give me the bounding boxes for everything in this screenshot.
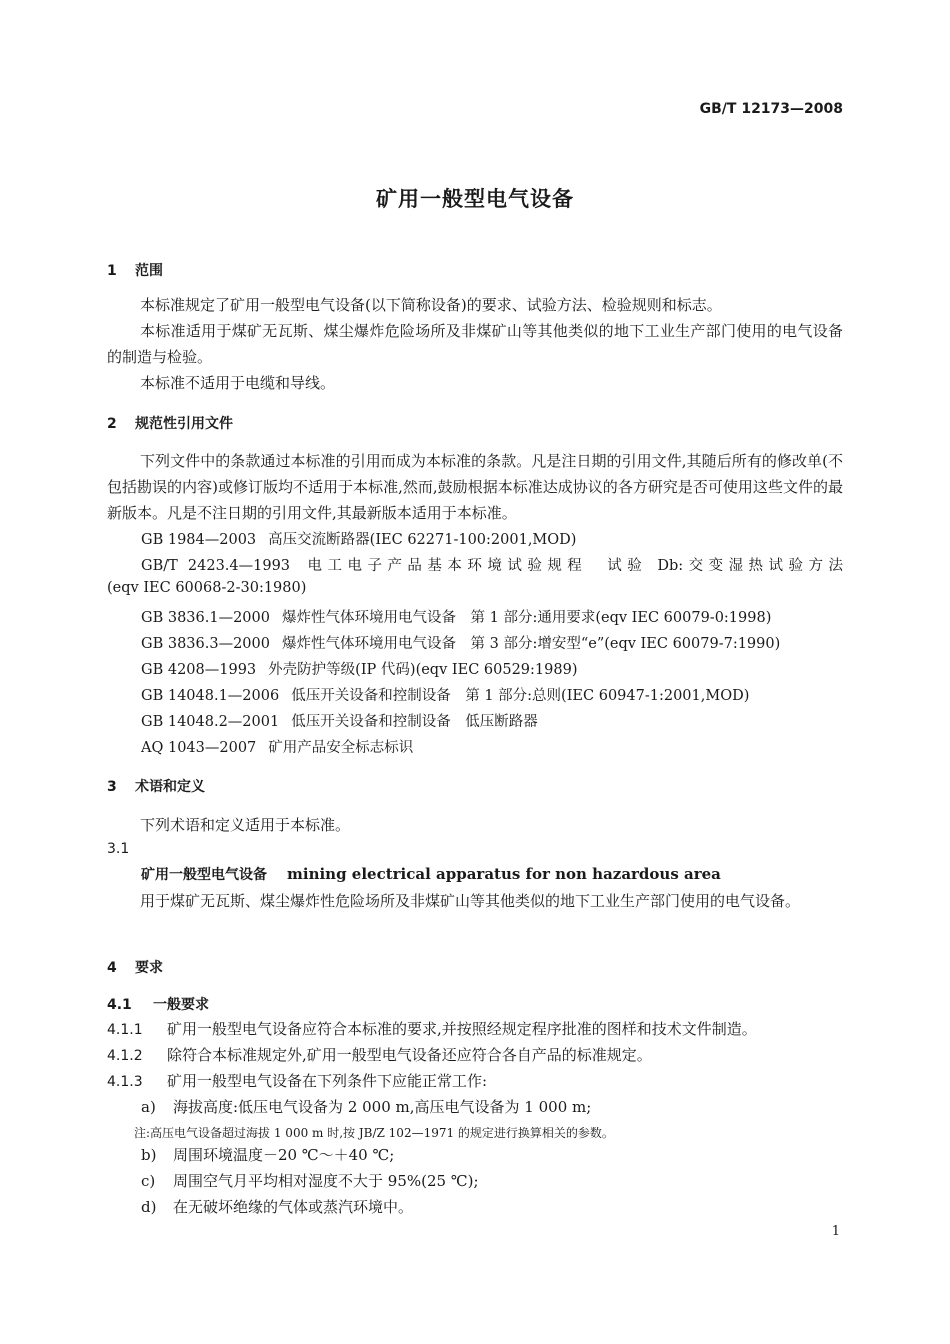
condition-text: 周围空气月平均相对湿度不大于 95%(25 ℃); bbox=[173, 1172, 479, 1190]
section-2-heading bbox=[107, 413, 233, 433]
subsection-number: 4.1 bbox=[107, 997, 132, 1013]
clause-text: 除符合本标准规定外,矿用一般型电气设备还应符合各自产品的标准规定。 bbox=[167, 1046, 652, 1064]
section-4-heading bbox=[107, 957, 163, 977]
reference-title: 电工电子产品基本环境试验规程 试验 Db:交变湿热试验方法 bbox=[302, 558, 843, 574]
reference-title: 外壳防护等级(IP 代码)(eqv IEC 60529:1989) bbox=[268, 662, 578, 678]
reference-title: 爆炸性气体环境用电气设备 第 3 部分:增安型“e”(eqv IEC 60079-7:1990) bbox=[282, 636, 781, 652]
condition-text: 海拔高度:低压电气设备为 2 000 m,高压电气设备为 1 000 m; bbox=[173, 1098, 592, 1116]
condition-text: 在无破坏绝缘的气体或蒸汽环境中。 bbox=[173, 1198, 414, 1216]
term-chinese: 矿用一般型电气设备 bbox=[141, 867, 267, 883]
reference-item bbox=[141, 736, 413, 757]
reference-continuation: (eqv IEC 60068-2-30:1980) bbox=[107, 580, 307, 596]
reference-item bbox=[141, 658, 577, 679]
reference-item bbox=[141, 606, 771, 627]
condition-label: d) bbox=[141, 1198, 157, 1216]
section-title: 要求 bbox=[135, 960, 163, 976]
reference-code: GB 3836.3—2000 bbox=[141, 636, 270, 652]
reference-code: GB 3836.1—2000 bbox=[141, 610, 270, 626]
paragraph: 本标准规定了矿用一般型电气设备(以下简称设备)的要求、试验方法、检验规则和标志。 bbox=[140, 296, 722, 314]
paragraph: 下列术语和定义适用于本标准。 bbox=[140, 816, 351, 834]
reference-item bbox=[141, 554, 843, 575]
reference-title: 低压开关设备和控制设备 第 1 部分:总则(IEC 60947-1:2001,MOD) bbox=[291, 688, 750, 704]
clause-text: 矿用一般型电气设备在下列条件下应能正常工作: bbox=[167, 1072, 488, 1090]
page-number: 1 bbox=[831, 1224, 840, 1239]
subsection-heading bbox=[107, 994, 209, 1014]
condition-label: b) bbox=[141, 1146, 157, 1164]
term-number: 3.1 bbox=[107, 841, 130, 857]
subsection-title: 一般要求 bbox=[153, 997, 209, 1013]
reference-title: 低压开关设备和控制设备 低压断路器 bbox=[291, 714, 538, 730]
reference-code: GB 14048.1—2006 bbox=[141, 688, 280, 704]
clause-number: 4.1.2 bbox=[107, 1048, 143, 1064]
section-3-heading bbox=[107, 776, 205, 796]
clause-number: 4.1.1 bbox=[107, 1022, 143, 1038]
reference-code: GB 1984—2003 bbox=[141, 532, 257, 548]
condition-c bbox=[141, 1168, 479, 1194]
reference-title: 高压交流断路器(IEC 62271-100:2001,MOD) bbox=[268, 532, 577, 548]
condition-a bbox=[141, 1094, 591, 1120]
note: 注:高压电气设备超过海拔 1 000 m 时,按 JB/Z 102—1971 的规定进行换算相关的参数。 bbox=[134, 1126, 614, 1140]
paragraph: 本标准不适用于电缆和导线。 bbox=[140, 374, 336, 392]
section-title: 范围 bbox=[135, 263, 163, 279]
reference-item bbox=[141, 632, 780, 653]
term-entry bbox=[141, 864, 721, 884]
condition-d bbox=[141, 1194, 413, 1220]
clause-4-1-2 bbox=[107, 1042, 652, 1069]
reference-code: GB 14048.2—2001 bbox=[141, 714, 280, 730]
section-title: 规范性引用文件 bbox=[135, 416, 233, 432]
clause-number: 4.1.3 bbox=[107, 1074, 143, 1090]
term-definition: 用于煤矿无瓦斯、煤尘爆炸性危险场所及非煤矿山等其他类似的地下工业生产部门使用的电气设备。 bbox=[140, 892, 801, 910]
reference-title: 矿用产品安全标志标识 bbox=[268, 740, 414, 756]
clause-4-1-3 bbox=[107, 1068, 487, 1095]
reference-item bbox=[141, 710, 538, 731]
paragraph: 下列文件中的条款通过本标准的引用而成为本标准的条款。凡是注日期的引用文件,其随后所有的修改单(不包括勘误的内容)或修订版均不适用于本标准,然而,鼓励根据本标准达成协议的各方研究是否可使用这些文件的最新版本。凡是不注日期的引用文件,其最新版本适用于本标准。 bbox=[107, 452, 843, 522]
clause-text: 矿用一般型电气设备应符合本标准的要求,并按照经规定程序批准的图样和技术文件制造。 bbox=[167, 1020, 757, 1038]
clause-4-1-1 bbox=[107, 1016, 757, 1043]
reference-item bbox=[141, 684, 749, 705]
condition-text: 周围环境温度－20 ℃～＋40 ℃; bbox=[173, 1146, 395, 1164]
reference-code: GB/T 2423.4—1993 bbox=[141, 558, 291, 574]
reference-item bbox=[141, 528, 576, 549]
section-1-heading bbox=[107, 260, 163, 280]
document-title: 矿用一般型电气设备 bbox=[376, 187, 574, 211]
section-title: 术语和定义 bbox=[135, 779, 205, 795]
section-number: 3 bbox=[107, 779, 117, 795]
section-number: 2 bbox=[107, 416, 117, 432]
reference-code: AQ 1043—2007 bbox=[141, 740, 257, 756]
section-number: 4 bbox=[107, 960, 117, 976]
section-number: 1 bbox=[107, 263, 117, 279]
reference-code: GB 4208—1993 bbox=[141, 662, 257, 678]
condition-label: c) bbox=[141, 1172, 156, 1190]
standard-code: GB/T 12173—2008 bbox=[699, 101, 843, 117]
paragraph: 本标准适用于煤矿无瓦斯、煤尘爆炸危险场所及非煤矿山等其他类似的地下工业生产部门使用的电气设备的制造与检验。 bbox=[107, 322, 843, 366]
reference-title: 爆炸性气体环境用电气设备 第 1 部分:通用要求(eqv IEC 60079-0:1998) bbox=[282, 610, 772, 626]
term-english: mining electrical apparatus for non hazardous area bbox=[287, 865, 721, 883]
condition-b bbox=[141, 1142, 394, 1168]
condition-label: a) bbox=[141, 1098, 156, 1116]
